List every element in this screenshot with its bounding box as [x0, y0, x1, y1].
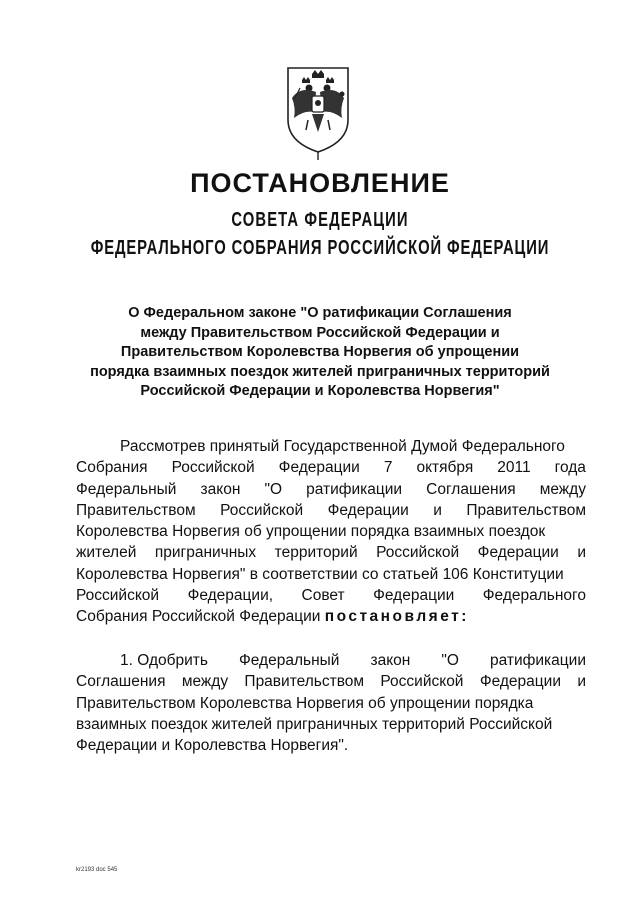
resolution-heading: [60, 304, 580, 402]
word: и: [433, 501, 442, 519]
heading-line: между Правительством Российской Федерации и: [140, 324, 500, 341]
word: приграничных: [154, 544, 257, 562]
word: и: [577, 544, 586, 562]
word: между: [539, 480, 586, 498]
word: ратификации: [306, 480, 403, 498]
text-run: Собрания Российской Федерации: [76, 608, 321, 626]
paragraph-line: [76, 479, 586, 500]
word: октября: [416, 459, 474, 477]
paragraph-line: [76, 735, 586, 756]
word: "О: [441, 652, 459, 669]
word: Правительством: [76, 501, 196, 519]
word: Российской: [220, 501, 304, 519]
paragraph-line: [76, 606, 586, 627]
text-run: взаимных поездок жителей приграничных территорий Российской: [76, 715, 553, 733]
word: Российской: [380, 673, 464, 691]
paragraph-line: [76, 585, 586, 606]
word: 1. Одобрить: [120, 652, 208, 669]
word: Федерации: [477, 544, 559, 562]
word: Российской: [376, 544, 460, 562]
word: Правительством: [244, 673, 365, 691]
paragraph-line: [76, 671, 586, 692]
word: закон: [200, 480, 241, 498]
word: Федеральный: [76, 480, 177, 498]
word: ратификации: [489, 652, 586, 669]
coat-of-arms-icon: [278, 60, 358, 160]
word: 2011: [497, 459, 531, 477]
word: Соглашения: [426, 480, 516, 498]
word: Соглашения: [76, 673, 166, 691]
word: Федерации: [479, 673, 561, 691]
text-run: Федерации и Королевства Норвегия".: [76, 737, 349, 755]
paragraph-line: [76, 693, 586, 714]
document-subtitle-council: СОВЕТА ФЕДЕРАЦИИ: [231, 209, 409, 231]
word: 7: [383, 459, 393, 477]
text-run: Королевства Норвегия об упрощении порядка взаимных поездок: [76, 523, 546, 541]
heading-line: Правительством Королевства Норвегия об упрощении: [120, 344, 520, 360]
word: Российской: [76, 587, 160, 605]
word: "О: [264, 480, 283, 498]
text-run: Правительством Королевства Норвегия об упрощении порядка: [76, 694, 534, 712]
word: Федерации: [278, 459, 360, 477]
word: года: [554, 459, 586, 477]
word: и: [577, 673, 586, 691]
word: Федерального: [482, 587, 586, 605]
document-title: ПОСТАНОВЛЕНИЕ: [190, 168, 450, 198]
word: Федерации,: [187, 587, 274, 605]
paragraph-line: [76, 521, 586, 542]
word: Федерации: [327, 501, 409, 519]
text-run: Рассмотрев принятый Государственной Думой Федерального: [120, 438, 565, 455]
paragraph-line: [76, 542, 586, 563]
resolution-item-1: [76, 650, 586, 756]
text-run: Королевства Норвегия" в соответствии со статьей 106 Конституции: [76, 565, 564, 583]
paragraph-line: [76, 564, 586, 585]
word: между: [181, 673, 229, 691]
preamble-paragraph: [76, 436, 586, 628]
heading-line: порядка взаимных поездок жителей приграничных территорий: [90, 363, 550, 380]
word: территорий: [274, 544, 358, 562]
paragraph-line: [76, 436, 586, 457]
paragraph-line: [76, 457, 586, 478]
word: Совет: [301, 587, 345, 605]
paragraph-line: [76, 500, 586, 521]
word: Правительством: [466, 501, 586, 519]
word: Федеральный: [238, 652, 340, 669]
word: закон: [370, 652, 411, 669]
word: Российской: [171, 459, 255, 477]
word: Федерации: [373, 587, 455, 605]
document-subtitle-assembly: ФЕДЕРАЛЬНОГО СОБРАНИЯ РОССИЙСКОЙ ФЕДЕРАЦИИ: [90, 237, 550, 259]
heading-line: Российской Федерации и Королевства Норвегия": [140, 383, 500, 399]
resolves-keyword: постановляет:: [324, 608, 469, 626]
paragraph-line: [76, 714, 586, 735]
word: Собрания: [76, 459, 148, 477]
heading-line: О Федеральном законе "О ратификации Соглашения: [128, 305, 512, 321]
document-code: kr2193 doc 545: [76, 867, 118, 873]
paragraph-line: [76, 650, 586, 671]
word: жителей: [76, 544, 137, 562]
